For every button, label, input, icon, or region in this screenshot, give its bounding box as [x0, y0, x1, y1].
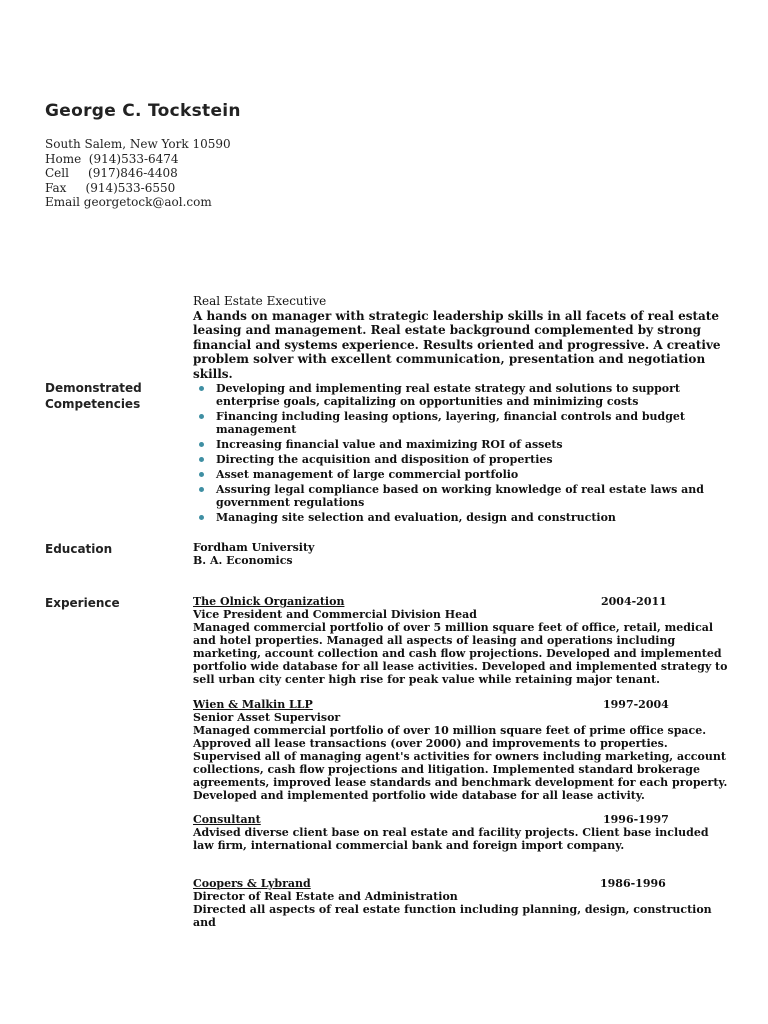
bullet-icon: [199, 487, 204, 492]
bullet-icon: [199, 515, 204, 520]
profile-heading: Real Estate Executive: [193, 294, 327, 308]
competencies-label-line2: Competencies: [45, 397, 141, 411]
job-dates: 1996-1997: [603, 813, 669, 826]
competency-item: [193, 511, 728, 524]
competency-text: Managing site selection and evaluation, design and construction: [216, 511, 616, 524]
job-title: Director of Real Estate and Administration: [193, 890, 458, 903]
competency-text: Assuring legal compliance based on working knowledge of real estate laws and government regulations: [216, 483, 704, 509]
education-block: [193, 541, 728, 567]
bullet-icon: [199, 414, 204, 419]
competency-text: Directing the acquisition and disposition of properties: [216, 453, 553, 466]
competency-item: [193, 453, 728, 466]
bullet-icon: [199, 457, 204, 462]
experience-label: Experience: [45, 596, 120, 610]
education-school: Fordham University: [193, 541, 315, 554]
education-label: Education: [45, 542, 113, 556]
bullet-icon: [199, 472, 204, 477]
job-company: Coopers & Lybrand: [193, 877, 311, 890]
competency-item: [193, 410, 728, 436]
job-company: The Olnick Organization: [193, 595, 345, 608]
competency-text: Increasing financial value and maximizing ROI of assets: [216, 438, 563, 451]
competency-item: [193, 468, 728, 481]
job-title: Vice President and Commercial Division Head: [193, 608, 477, 621]
bullet-icon: [199, 386, 204, 391]
job-description: Managed commercial portfolio of over 5 million square feet of office, retail, medical and hotel properties. Managed all aspects of leasing and operations including marketing, account collection and cash flow projections. Developed and implemented portfolio wide database for all lease activities. Developed and implemented strategy to sell urban city center high rise for peak value while retaining major tenant.: [193, 621, 728, 686]
contact-home-phone: Home (914)533-6474: [45, 151, 179, 166]
competency-item: [193, 483, 728, 509]
bullet-icon: [199, 442, 204, 447]
competency-text: Developing and implementing real estate strategy and solutions to support enterprise goals, capitalizing on opportunities and minimizing costs: [216, 382, 681, 408]
job-title: Senior Asset Supervisor: [193, 711, 341, 724]
profile-section: [193, 294, 723, 381]
education-degree: B. A. Economics: [193, 554, 293, 567]
job-dates: 1997-2004: [603, 698, 669, 711]
candidate-name: George C. Tockstein: [45, 101, 241, 121]
contact-address: South Salem, New York 10590: [45, 137, 231, 151]
job-description: Managed commercial portfolio of over 10 million square feet of prime office space. Approved all lease transactions (over 2000) and improvements to properties. Supervised all of managing agent's activities for owners including marketing, account collections, cash flow projections and litigation. Implemented standard brokerage agreements, improved lease standards and benchmark development for each property. Developed and implemented portfolio wide database for all lease activity.: [193, 724, 728, 802]
competencies-label-line1: Demonstrated: [45, 381, 142, 395]
contact-fax: Fax (914)533-6550: [45, 180, 176, 195]
job-entry: [193, 698, 728, 802]
job-description: Advised diverse client base on real estate and facility projects. Client base included law firm, international commercial bank and foreign import company.: [193, 826, 709, 852]
competency-text: Financing including leasing options, layering, financial controls and budget management: [216, 410, 686, 436]
job-entry: [193, 877, 728, 929]
job-company: Wien & Malkin LLP: [193, 698, 313, 711]
job-dates: 1986-1996: [600, 877, 666, 890]
profile-summary: A hands on manager with strategic leadership skills in all facets of real estate leasing and management. Real estate background complemented by strong financial and systems experience. Results oriented and progressive. A creative problem solver with excellent communication, presentation and negotiation skills.: [193, 308, 721, 381]
competency-text: Asset management of large commercial portfolio: [216, 468, 519, 481]
contact-email: Email georgetock@aol.com: [45, 195, 212, 209]
job-description: Directed all aspects of real estate function including planning, design, construction and: [193, 903, 712, 929]
job-entry: [193, 813, 728, 852]
competencies-list: [193, 382, 728, 526]
competencies-label: [45, 380, 142, 412]
job-dates: 2004-2011: [601, 595, 667, 608]
competency-item: [193, 438, 728, 451]
job-entry: [193, 595, 728, 686]
job-company: Consultant: [193, 813, 261, 826]
contact-cell-phone: Cell (917)846-4408: [45, 166, 178, 180]
competency-item: [193, 382, 728, 408]
contact-block: [45, 137, 231, 210]
